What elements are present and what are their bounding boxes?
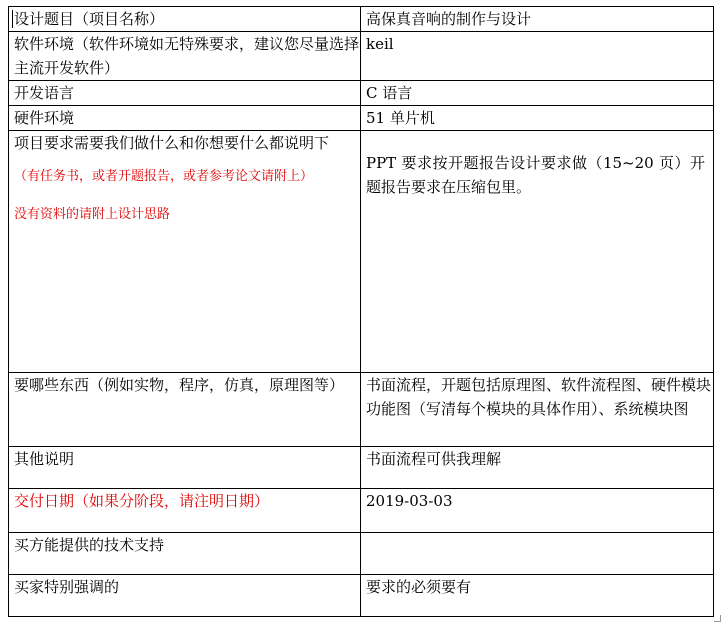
text-cursor: [12, 10, 13, 28]
label-cell[interactable]: [9, 131, 361, 373]
ppt-requirement: PPT 要求按开题报告设计要求做（15~20 页）开题报告要求在压缩包里。: [366, 154, 705, 196]
table-row: [9, 106, 714, 131]
attachment-note: （有任务书，或者开题报告，或者参考论文请附上）: [14, 169, 314, 184]
table-row: [9, 489, 714, 533]
table-row: [9, 32, 714, 81]
value-cell[interactable]: [361, 533, 714, 575]
requirements-label: 项目要求需要我们做什么和你想要什么都说明下: [14, 134, 330, 152]
label-cell[interactable]: 要哪些东西（例如实物，程序，仿真，原理图等）: [9, 373, 361, 447]
table-row: [9, 447, 714, 489]
value-cell[interactable]: [361, 131, 714, 373]
label-cell[interactable]: 买家特别强调的: [9, 575, 361, 617]
table-row: [9, 81, 714, 106]
value-cell[interactable]: 要求的必须要有: [361, 575, 714, 617]
value-cell[interactable]: 书面流程可供我理解: [361, 447, 714, 489]
value-cell[interactable]: 书面流程，开题包括原理图、软件流程图、硬件模块功能图（写清每个模块的具体作用）、系统模块图: [361, 373, 714, 447]
label-cell[interactable]: 买方能提供的技术支持: [9, 533, 361, 575]
value-cell[interactable]: 2019-03-03: [361, 489, 714, 533]
label-cell[interactable]: 设计题目（项目名称）: [9, 7, 361, 32]
page-corner-mark: [714, 615, 721, 622]
requirements-table: [8, 6, 714, 617]
table-row: [9, 373, 714, 447]
value-cell[interactable]: keil: [361, 32, 714, 81]
label-cell[interactable]: 开发语言: [9, 81, 361, 106]
value-cell[interactable]: 高保真音响的制作与设计: [361, 7, 714, 32]
table-row: [9, 533, 714, 575]
table-row: [9, 575, 714, 617]
label-cell[interactable]: 软件环境（软件环境如无特殊要求，建议您尽量选择主流开发软件）: [9, 32, 361, 81]
label-cell[interactable]: 其他说明: [9, 447, 361, 489]
label-cell[interactable]: 硬件环境: [9, 106, 361, 131]
design-idea-note: 没有资料的请附上设计思路: [14, 207, 171, 222]
table-row: [9, 131, 714, 373]
value-cell[interactable]: 51 单片机: [361, 106, 714, 131]
label-cell[interactable]: 交付日期（如果分阶段，请注明日期）: [9, 489, 361, 533]
value-cell[interactable]: C 语言: [361, 81, 714, 106]
table-row: [9, 7, 714, 32]
